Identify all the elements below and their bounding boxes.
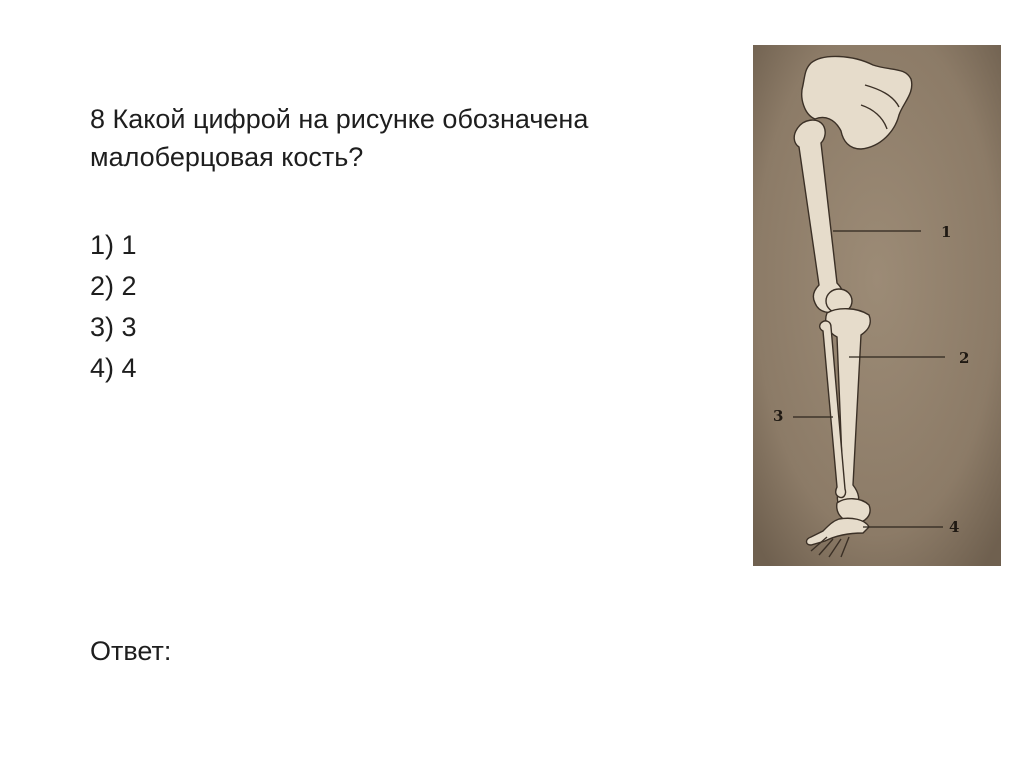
- answer-options: [90, 225, 137, 389]
- figure-label-1: 1: [941, 223, 952, 241]
- leg-skeleton-figure: [753, 45, 1001, 566]
- figure-label-4: 4: [949, 518, 960, 536]
- option-2: 2) 2: [90, 271, 137, 301]
- answer-label: Ответ:: [90, 636, 172, 666]
- option-1: 1) 1: [90, 230, 137, 260]
- question-line-2: малоберцовая кость?: [90, 142, 364, 172]
- question-text: [90, 100, 690, 176]
- leg-skeleton-drawing: [753, 45, 1001, 566]
- question-line-1: 8 Какой цифрой на рисунке обозначена: [90, 104, 589, 134]
- figure-label-3: 3: [773, 407, 784, 425]
- option-3: 3) 3: [90, 312, 137, 342]
- figure-label-2: 2: [959, 349, 970, 367]
- option-4: 4) 4: [90, 353, 137, 383]
